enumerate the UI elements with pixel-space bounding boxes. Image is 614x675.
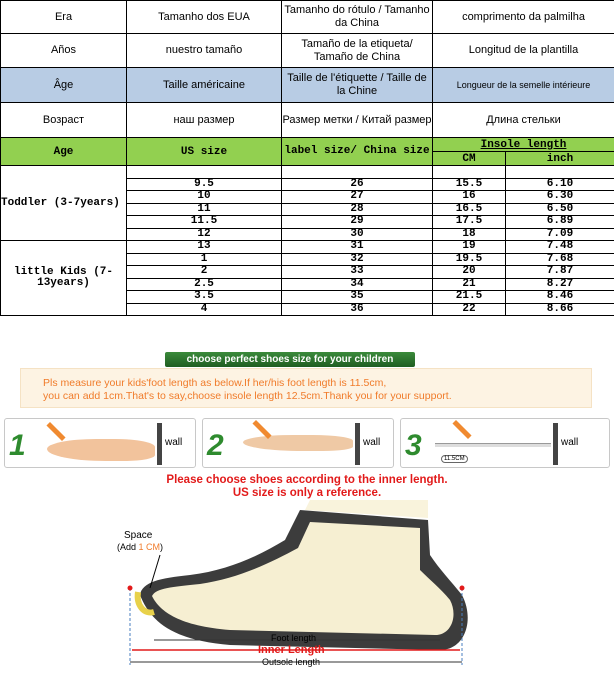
- header-cm: CM: [433, 152, 506, 166]
- wall-bar: [553, 423, 558, 465]
- measured-length-tag: 11.5CM: [441, 455, 468, 463]
- foot-top-view: [243, 435, 353, 451]
- header-label-size: Tamanho do rótulo / Tamanho da China: [282, 1, 433, 34]
- label-size-cell: 27: [282, 191, 433, 204]
- us-size-cell: 2.5: [127, 278, 282, 291]
- header-us-size: наш размер: [127, 103, 282, 138]
- header-row-russian: [1, 103, 614, 138]
- inch-cell: 8.66: [506, 303, 614, 316]
- label-size-cell: 28: [282, 203, 433, 216]
- us-size-cell: 3.5: [127, 291, 282, 304]
- us-size-cell: 13: [127, 241, 282, 254]
- wall-bar: [157, 423, 162, 465]
- label-size-cell: 34: [282, 278, 433, 291]
- step-number: 2: [207, 429, 224, 462]
- cm-cell: 19: [433, 241, 506, 254]
- label-size-cell: [282, 166, 433, 179]
- inch-cell: 6.50: [506, 203, 614, 216]
- wall-label: wall: [363, 437, 381, 448]
- us-size-cell: 10: [127, 191, 282, 204]
- label-size-cell: 32: [282, 253, 433, 266]
- measure-step-2: [202, 418, 394, 468]
- header-age: Años: [1, 34, 127, 68]
- inch-cell: 6.10: [506, 178, 614, 191]
- inch-cell: 8.27: [506, 278, 614, 291]
- us-size-cell: 1: [127, 253, 282, 266]
- cm-cell: 19.5: [433, 253, 506, 266]
- cm-cell: 15.5: [433, 178, 506, 191]
- us-size-cell: 11: [127, 203, 282, 216]
- guide-banner: choose perfect shoes size for your children: [165, 352, 415, 367]
- warning-inner-length: Please choose shoes according to the inner length.: [166, 474, 448, 486]
- header-us-size: Taille américaine: [127, 68, 282, 103]
- header-us-size: nuestro tamaño: [127, 34, 282, 68]
- measure-step-1: [4, 418, 196, 468]
- header-label-size-en: label size/ China size: [282, 138, 433, 166]
- label-size-cell: 33: [282, 266, 433, 279]
- header-label-size: Taille de l'étiquette / Taille de la Chine: [282, 68, 433, 103]
- cm-cell: 22: [433, 303, 506, 316]
- label-size-cell: 26: [282, 178, 433, 191]
- cm-cell: 20: [433, 266, 506, 279]
- header-row-french: [1, 68, 614, 103]
- foot-side-view: [47, 439, 155, 461]
- instruction-line-1: Pls measure your kids'foot length as below.If her/his foot length is 11.5cm,: [43, 377, 387, 389]
- space-label: Space: [124, 530, 153, 541]
- inch-cell: 7.87: [506, 266, 614, 279]
- warning-us-size: US size is only a reference.: [232, 487, 382, 499]
- header-age-en: Age: [1, 138, 127, 166]
- header-insole-en: Insole length: [433, 138, 614, 152]
- inch-cell: 7.48: [506, 241, 614, 254]
- measure-instructions: [20, 368, 592, 408]
- header-row-spanish: [1, 34, 614, 68]
- ruler-line: [435, 443, 551, 447]
- wall-label: wall: [165, 437, 183, 448]
- header-row-english: [1, 138, 614, 152]
- header-us-size: Tamanho dos EUA: [127, 1, 282, 34]
- space-add-value: 1 CM: [138, 542, 161, 552]
- measure-point-left: [128, 586, 133, 591]
- header-insole: Longueur de la semelle intérieure: [433, 68, 614, 103]
- cm-cell: 17.5: [433, 216, 506, 229]
- us-size-cell: 9.5: [127, 178, 282, 191]
- pencil-icon: [46, 422, 65, 441]
- instruction-line-2: you can add 1cm.That's to say,choose insole length 12.5cm.Thank you for your support.: [43, 390, 452, 402]
- label-size-cell: 36: [282, 303, 433, 316]
- inch-cell: 8.46: [506, 291, 614, 304]
- wall-label: wall: [561, 437, 579, 448]
- cm-cell: 21.5: [433, 291, 506, 304]
- header-age: Возраст: [1, 103, 127, 138]
- cm-cell: 16: [433, 191, 506, 204]
- header-insole: Длина стельки: [433, 103, 614, 138]
- label-size-cell: 30: [282, 228, 433, 241]
- label-size-cell: 35: [282, 291, 433, 304]
- pencil-icon: [452, 420, 471, 439]
- step-number: 3: [405, 429, 422, 462]
- us-size-cell: [127, 166, 282, 179]
- header-row-portuguese: [1, 1, 614, 34]
- cm-cell: 18: [433, 228, 506, 241]
- us-size-cell: 4: [127, 303, 282, 316]
- us-size-cell: 11.5: [127, 216, 282, 229]
- header-label-size: Размер метки / Китай размер: [282, 103, 433, 138]
- size-chart-table: [0, 0, 614, 316]
- inch-cell: [506, 166, 614, 179]
- cm-cell: 21: [433, 278, 506, 291]
- measure-point-right: [460, 586, 465, 591]
- us-size-cell: 12: [127, 228, 282, 241]
- outsole-length-label: Outsole length: [262, 657, 321, 667]
- step-number: 1: [9, 429, 26, 462]
- age-group-little-kids: little Kids (7-13years): [1, 241, 127, 316]
- inch-cell: 7.09: [506, 228, 614, 241]
- inch-cell: 6.30: [506, 191, 614, 204]
- header-insole: comprimento da palmilha: [433, 1, 614, 34]
- header-us-size-en: US size: [127, 138, 282, 166]
- header-age: Era: [1, 1, 127, 34]
- space-add-note: (Add 1 CM): [117, 542, 164, 552]
- header-label-size: Tamaño de la etiqueta/ Tamaño de China: [282, 34, 433, 68]
- us-size-cell: 2: [127, 266, 282, 279]
- inch-cell: 6.89: [506, 216, 614, 229]
- label-size-cell: 29: [282, 216, 433, 229]
- measure-step-3: [400, 418, 610, 468]
- wall-bar: [355, 423, 360, 465]
- header-age: Âge: [1, 68, 127, 103]
- foot-length-label: Foot length: [271, 633, 317, 643]
- header-insole: Longitud de la plantilla: [433, 34, 614, 68]
- inch-cell: 7.68: [506, 253, 614, 266]
- cm-cell: [433, 166, 506, 179]
- table-row: [1, 166, 614, 179]
- inner-length-label: Inner Length: [258, 644, 325, 656]
- cm-cell: 16.5: [433, 203, 506, 216]
- label-size-cell: 31: [282, 241, 433, 254]
- table-row: [1, 241, 614, 254]
- header-inch: inch: [506, 152, 614, 166]
- age-group-toddler: Toddler (3-7years): [1, 166, 127, 241]
